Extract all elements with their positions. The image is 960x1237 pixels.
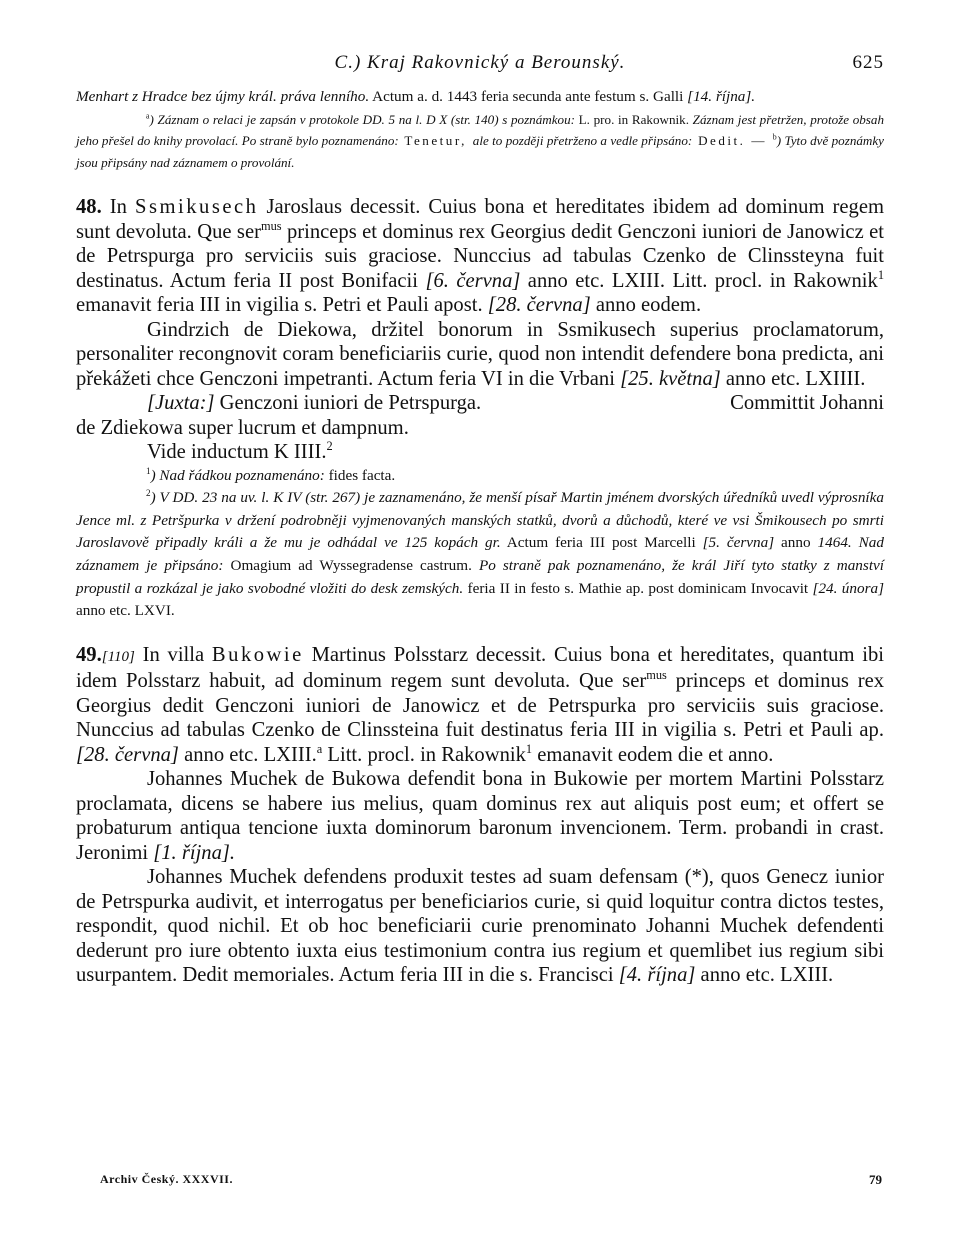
- date-note: [4. října]: [618, 964, 696, 987]
- committit-text: Committit Johanni: [730, 392, 884, 415]
- entry-49-text: Johannes Muchek defendens produxit testes ad suam defensam (*), quos Genecz iunior de Petrspurka audivit, et interrogatus per beneficiarios curie, si quid loquitur contra dictos testes, respondit, quod nichil. Et ob hoc beneficiarii curie prenominato Johanni Muchek defendenti dederunt pro iure obtento iuxta eius testimonium contra ius regium et quemlibet ius regium sibi usurpantem. Dedit memoriales. Actum feria III in die s. Francisci: [76, 866, 884, 987]
- entry-49-text: Johannes Muchek de Bukowa defendit bona in Bukowie per mortem Martini Polsstarz proclamata, dicens se habere ius melius, quam dominus rex aut aliquis post eum; et offert se probaturum antiqua tencione iuxta dominorum baronum invencionem. Term. probandi in crast. Jeronimi: [76, 768, 884, 864]
- entry-48-text: anno eodem.: [590, 294, 702, 317]
- page-number: 625: [852, 52, 884, 73]
- juxta-line-2: de Zdiekowa super lucrum et dampnum.: [76, 416, 409, 439]
- entry-49-paragraph-1: [76, 643, 884, 768]
- footnote-text: feria II in festo s. Mathie ap. post dominicam Invocavit: [463, 579, 813, 597]
- footnote-ref: 1: [877, 267, 884, 282]
- footnote-number: 1: [146, 465, 151, 476]
- tail-text: Actum a. d. 1443 feria secunda ante festum s. Galli: [369, 88, 688, 105]
- date-note: [1. října].: [153, 841, 236, 864]
- running-header: [76, 52, 884, 86]
- vide-text: Vide inductum K IIII.: [147, 441, 327, 464]
- entry-49-text: In villa: [134, 643, 212, 666]
- footnote-a-dedit: Dedit. —: [692, 133, 773, 149]
- entry-49-paragraph-2: [76, 767, 884, 865]
- entry-49-place: Bukowie: [211, 643, 304, 666]
- entry-49-text: anno etc. LXIII.: [178, 743, 317, 766]
- entry-48-paragraph-1: [76, 195, 884, 318]
- juxta-left: [147, 391, 481, 416]
- date-note: [28. června]: [487, 294, 591, 317]
- footnote-ref: 2: [326, 439, 333, 454]
- entry-48-text: In: [101, 196, 136, 219]
- footnote-a-italic-3: ale to později přetrženo a vedle připsáno:: [472, 133, 693, 149]
- footnote-text: Actum feria III post Marcelli: [500, 534, 703, 552]
- entry-48-text: princeps et dominus rex Georgius dedit Genczoni iuniori de Janowicz et de Petrspurga pro serviciis suis graciose. Nunccius ad tabulas Czenko de Clinssteyna fuit destinatus. Actum feria II post Bonifacii: [76, 220, 884, 292]
- entry-48-text: Jaroslaus decessit. Cuius bona et hereditates ibidem ad dominum regem sunt devoluta. Que ser: [76, 196, 884, 243]
- footnote-italic: . Nad záznamem je připsáno:: [76, 534, 884, 574]
- footnote-a-text: L. pro. in Rakownik.: [575, 111, 693, 127]
- juxta-line: [76, 391, 884, 416]
- footnote-a-b: [76, 109, 884, 174]
- footer-signature: 79: [869, 1172, 882, 1187]
- entry-48-text: Gindrzich de Diekowa, držitel bonorum in Ssmikusech superius proclamatorum, personaliter recongnovit coram beneficiariis curie, quod non intendit defendere bona predicta, ani překážeti chce Genczoni impetranti. Actum feria VI in die Vrbani: [76, 318, 884, 390]
- vide-line: [76, 440, 884, 465]
- footnote-a-tenetur: Tenetur,: [398, 133, 473, 149]
- running-title: C.) Kraj Rakovnický a Berounský.: [334, 52, 626, 73]
- entry-49-text: anno etc. LXIII.: [695, 964, 834, 987]
- date-note: [24. února]: [812, 579, 885, 597]
- entry-49-text: Martinus Polsstarz decessit. Cuius bona et hereditates, quantum ibi idem Polsstarz habuit, ad dominum regem sunt devoluta. Que ser: [76, 643, 884, 693]
- date-note: [5. června]: [702, 534, 775, 552]
- date-note: [25. května]: [620, 367, 721, 390]
- footnote-text: Omagium ad Wyssegradense castrum.: [223, 556, 479, 574]
- footnote-a-italic: ) Záznam o relaci je zapsán v protokole DD. 5 na l. D X (str. 140) s poznámkou:: [149, 111, 575, 127]
- footnote-italic: ) Nad řádkou poznamenáno:: [150, 466, 325, 484]
- entry-48-text: anno etc. LXIII. Litt. procl. in Rakownik: [520, 269, 878, 292]
- footnote-text: anno: [774, 534, 818, 552]
- entry-49-number: 49.: [76, 643, 102, 666]
- entry-49-paragraph-3: [76, 865, 884, 988]
- footnote-text: fides facta.: [324, 466, 396, 484]
- date-note: [28. června]: [76, 743, 179, 766]
- tail-date: [14. října].: [687, 88, 756, 105]
- entry-49-text: Litt. procl. in Rakownik: [322, 743, 526, 766]
- footnote-ref: a: [316, 741, 323, 756]
- juxta-text: Genczoni iuniori de Petrspurga.: [214, 392, 482, 415]
- page-footer: [100, 1172, 882, 1192]
- footnote-italic: Po straně pak poznamenáno, že král Jiří tyto statky z manství propustil a rozkázal je jako svobodné vložiti do desk zemských.: [76, 556, 884, 597]
- entry-49-ref: [110]: [101, 648, 135, 665]
- entry-48-text: emanavit feria III in vigilia s. Petri et Pauli apost.: [76, 294, 488, 317]
- footnote-b-marker: b: [772, 132, 777, 142]
- footer-series: Archiv Český. XXXVII.: [100, 1172, 233, 1186]
- footnote-b-italic: ) Tyto dvě poznámky jsou připsány nad záznamem o provolání.: [76, 133, 884, 170]
- entry-49-text: princeps et dominus rex Georgius dedit Genczoni iuniori de Janowicz et de Petrspurka pro serviciis suis graciose. Nunccius ad tabulas Czenko de Clinssteina fuit destinatus feria III in vigilia s. Petri et Pauli ap.: [76, 670, 885, 742]
- juxta-label: [Juxta:]: [147, 392, 215, 415]
- previous-entry-tail: [76, 86, 884, 109]
- date-note: [6. června]: [425, 269, 521, 292]
- footnote-a-marker: a: [146, 111, 150, 121]
- entry-48-number: 48.: [76, 196, 102, 219]
- entry-48-paragraph-2: [76, 318, 884, 392]
- entry-48-text: anno etc. LXIIII.: [720, 367, 866, 390]
- footnote-number: 2: [146, 488, 151, 499]
- entry-49-text: emanavit eodem die et anno.: [532, 743, 774, 766]
- footnote-2: [76, 487, 884, 623]
- superscript: mus: [646, 668, 667, 683]
- footnote-year: 1464: [817, 534, 848, 552]
- footnote-a-italic-2: Záznam jest přetržen, protože obsah jeho přešel do knihy provolací. Po straně bylo poznamenáno:: [76, 111, 884, 149]
- footnote-ref: 1: [525, 741, 533, 756]
- tail-italic: Menhart z Hradce bez újmy král. práva lenního.: [76, 88, 370, 105]
- footnote-italic: ) V DD. 23 na uv. l. K IV (str. 267) je zaznamenáno, že menší písař Martin jménem dvorských úředníků uvedl výprosníka Jence ml. z Petršpurka v držení podrobněji vyjmenovaných manských statků, dvorů a důchodů, které ve vsi Šmikousech po smrti Jaroslavově připadly králi a že mu je odhádal ve 125 kopách gr.: [76, 489, 884, 552]
- footnote-text: anno etc. LXVI.: [76, 602, 175, 620]
- page: [76, 52, 884, 988]
- superscript: mus: [260, 218, 282, 233]
- footnote-1: [76, 465, 884, 488]
- entry-48-place: Ssmikusech: [135, 196, 259, 219]
